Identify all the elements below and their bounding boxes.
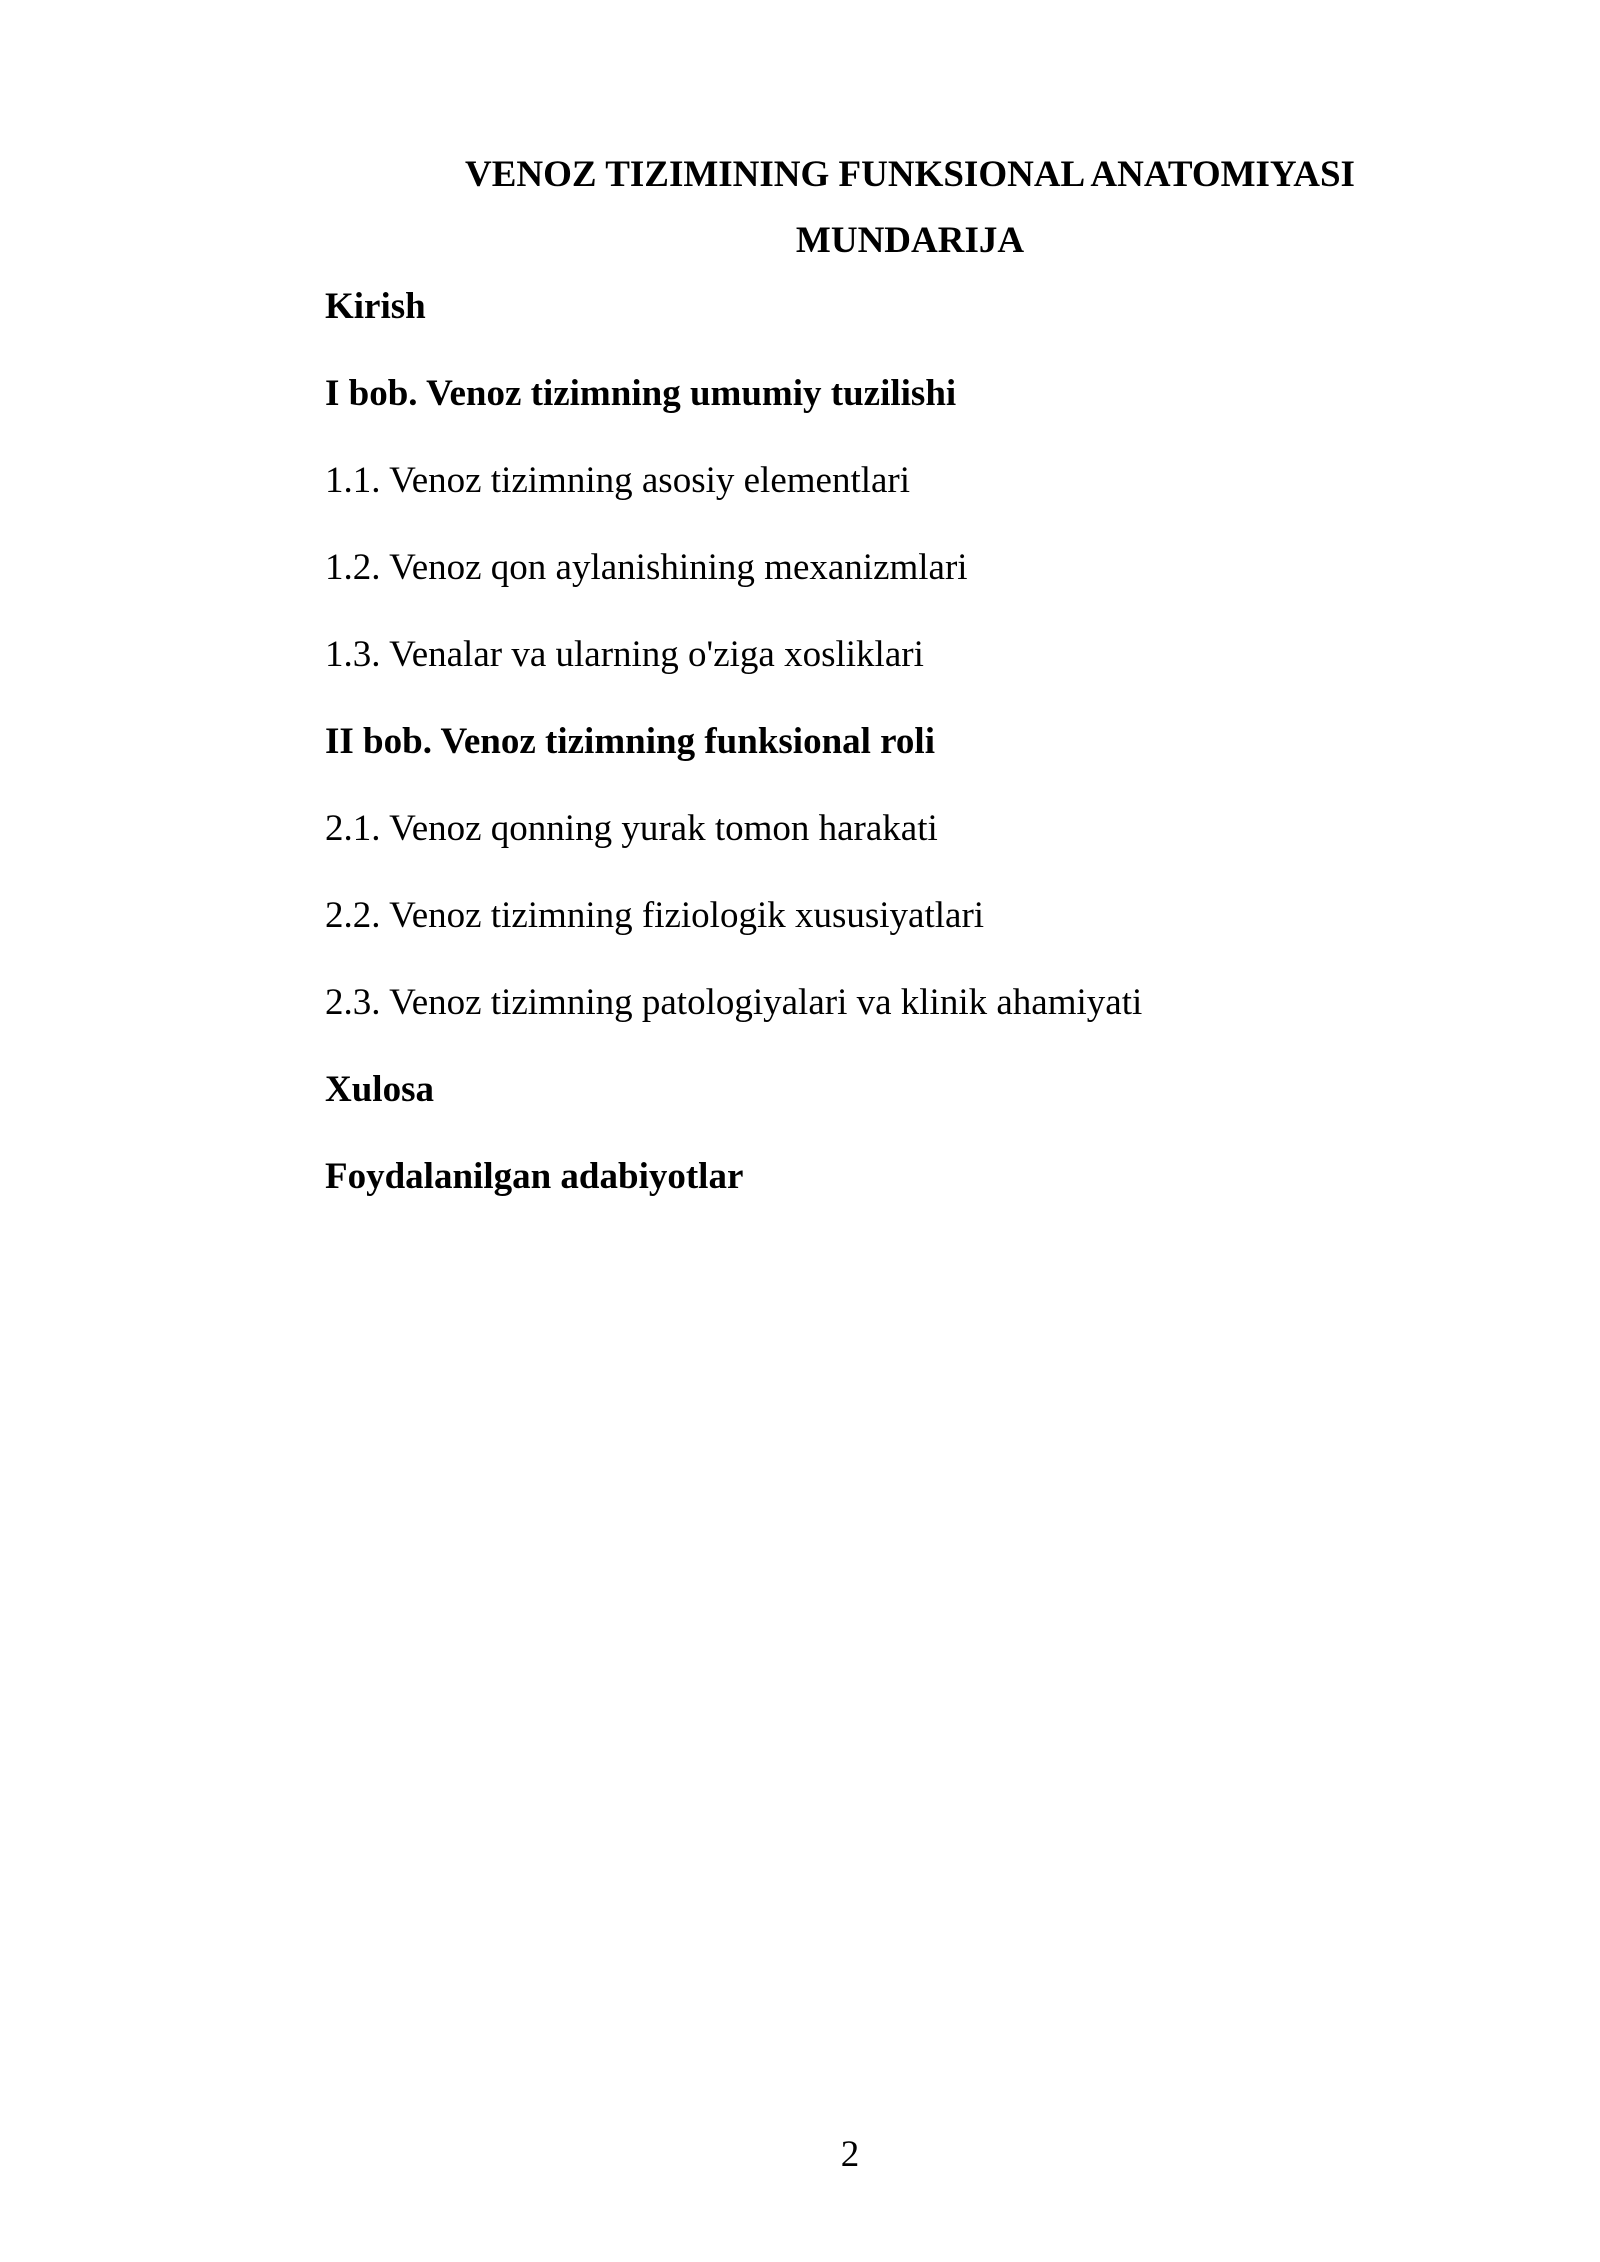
table-of-contents xyxy=(325,282,1495,1239)
toc-heading: MUNDARIJA xyxy=(795,220,1025,261)
toc-entry-chapter-1: I bob. Venoz tizimning umumiy tuzilishi xyxy=(325,373,957,414)
toc-entry-section-2-1: 2.1. Venoz qonning yurak tomon harakati xyxy=(325,808,938,849)
toc-entry-references: Foydalanilgan adabiyotlar xyxy=(325,1156,744,1197)
toc-entry-xulosa: Xulosa xyxy=(325,1069,434,1110)
document-title: VENOZ TIZIMINING FUNKSIONAL ANATOMIYASI xyxy=(465,154,1355,195)
toc-entry-section-2-2: 2.2. Venoz tizimning fiziologik xususiyatlari xyxy=(325,895,985,936)
page-number: 2 xyxy=(840,2134,860,2175)
toc-entry-section-1-2: 1.2. Venoz qon aylanishining mexanizmlari xyxy=(325,547,968,588)
toc-entry-kirish: Kirish xyxy=(325,286,426,327)
toc-entry-chapter-2: II bob. Venoz tizimning funksional roli xyxy=(325,721,935,762)
toc-entry-section-1-1: 1.1. Venoz tizimning asosiy elementlari xyxy=(325,460,911,501)
toc-entry-section-1-3: 1.3. Venalar va ularning o'ziga xosliklari xyxy=(325,634,924,675)
toc-entry-section-2-3: 2.3. Venoz tizimning patologiyalari va klinik ahamiyati xyxy=(325,982,1143,1023)
